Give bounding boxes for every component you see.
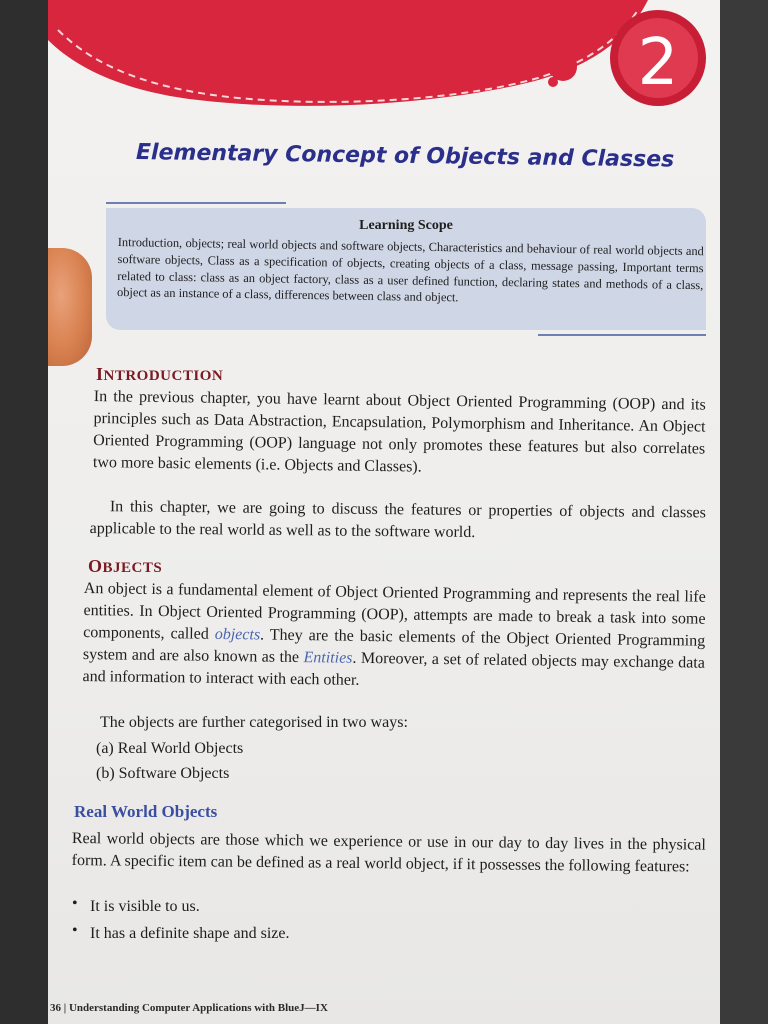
highlight-entities: Entities bbox=[303, 649, 353, 667]
objects-heading: OBJECTS bbox=[88, 556, 163, 576]
scope-divider-bottom bbox=[538, 334, 706, 336]
introduction-paragraph-1: In the previous chapter, you have learnt about Object Oriented Programming (OOP) and its principles such as Data Abstraction, Encapsulation, Polymorphism and Inheritance. An Object Oriented Programming (OOP) language not only promotes these features but also correlates two more basic elements (i.e. Objects and Classes). bbox=[92, 387, 706, 476]
page-number: 36 bbox=[50, 1002, 61, 1014]
bullet-visible: It is visible to us. bbox=[90, 898, 200, 915]
scope-divider-top bbox=[106, 202, 286, 204]
chapter-number: 2 bbox=[637, 26, 679, 100]
objects-paragraph-1: An object is a fundamental element of Object Oriented Programming and represents the real life entities. In Object Oriented Programming (OOP), attempts are made to break a task into some components, called objects. They are the basic elements of the Object Oriented Programming system and are also known as the Entities. Moreover, a set of related objects may exchange data and information to interact with each other. bbox=[82, 579, 706, 689]
objects-paragraph-2: The objects are further categorised in two ways: bbox=[100, 714, 408, 731]
list-item-real-world: (a) Real World Objects bbox=[96, 740, 244, 757]
background-edge bbox=[720, 0, 768, 1024]
highlight-objects: objects bbox=[214, 625, 261, 644]
introduction-paragraph-2: In this chapter, we are going to discuss the features or properties of objects and classes applicable to the real world as well as to the software world. bbox=[89, 498, 706, 542]
bullet-shape: It has a definite shape and size. bbox=[90, 925, 290, 942]
real-world-objects-heading: Real World Objects bbox=[74, 802, 218, 821]
bullet-icon: • bbox=[72, 895, 78, 912]
list-item-software: (b) Software Objects bbox=[96, 765, 230, 782]
introduction-heading: INTRODUCTION bbox=[96, 364, 224, 384]
book-page bbox=[48, 0, 720, 1024]
book-title: Understanding Computer Applications with BlueJ—IX bbox=[68, 1002, 328, 1014]
thumb-image bbox=[48, 248, 92, 366]
page-footer: 36 | Understanding Computer Applications with BlueJ—IX bbox=[50, 1002, 328, 1014]
learning-scope-heading: Learning Scope bbox=[359, 218, 453, 233]
bullet-icon: • bbox=[72, 922, 78, 939]
decor-dot-icon bbox=[549, 53, 577, 81]
chapter-title: Elementary Concept of Objects and Classes bbox=[135, 140, 675, 173]
chapter-banner bbox=[48, 0, 720, 130]
learning-scope-text: Introduction, objects; real world objects and software objects, Characteristics and behaviour of real world objects and software objects, Class as a specification of objects, creating objects of a class, message passing, Important terms related to class: class as an object factory, class as a user defined function, declaring states and methods of a class, object as an instance of a class, differences between class and object. bbox=[116, 234, 704, 305]
real-world-paragraph: Real world objects are those which we experience or use in our day to day lives in the physical form. A specific item can be defined as a real world object, if it possesses the following features: bbox=[71, 829, 706, 876]
